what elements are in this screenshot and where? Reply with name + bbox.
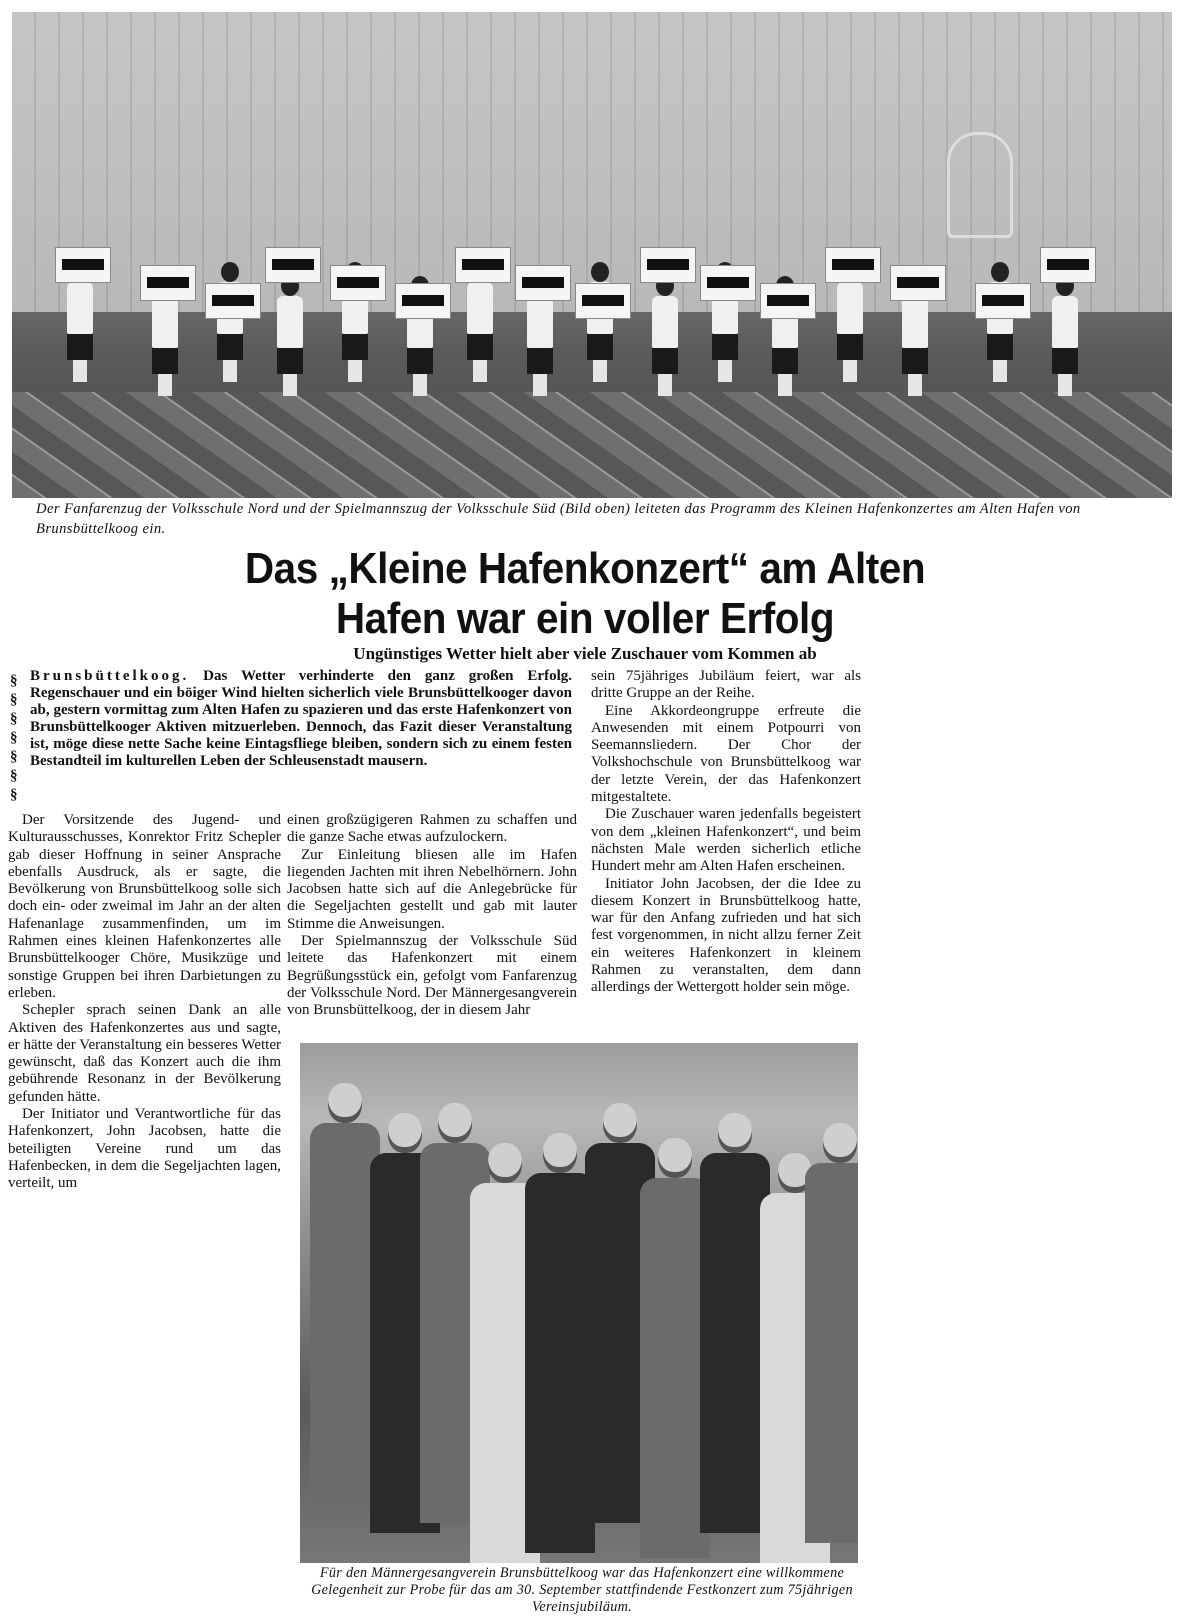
fanfare-banner bbox=[205, 283, 261, 319]
fanfare-banner bbox=[575, 283, 631, 319]
fanfare-banner bbox=[700, 265, 756, 301]
choir-member bbox=[805, 1123, 858, 1543]
headline bbox=[65, 544, 1105, 644]
fanfare-banner bbox=[515, 265, 571, 301]
column-3-paragraph: Die Zuschauer waren jedenfalls begeistert von dem „kleinen Hafenkonzert“, und beim nächsten Male werden sicherlich etliche Hundert mehr am Alten Hafen erscheinen. bbox=[591, 806, 861, 875]
lead-text: Das Wetter verhinderte den ganz großen Erfolg. Regenschauer und ein böiger Wind hielten sicherlich viele Brunsbüttelkooger davon ab, gestern vormittag zum Alten Hafen zu spazieren und das erste Hafenkonzert von Brunsbüttelkooger Aktiven mitzuerleben. Dennoch, das Fazit dieser Veranstaltung ist, möge diese nette Sache keine Eintagsfliege bleiben, sondern sich zu einem festen Bestandteil im kulturellen Leben der Schleusenstadt mausern. bbox=[30, 668, 572, 769]
fanfare-banner bbox=[640, 247, 696, 283]
band-member bbox=[1052, 276, 1078, 396]
band-member bbox=[277, 276, 303, 396]
column-1-paragraph: Der Vorsitzende des Jugend- und Kulturausschusses, Konrektor Fritz Schepler gab dieser Hoffnung in seiner Ansprache ebenfalls Ausdruck, als er sagte, die Bevölkerung von Brunsbüttelkoog solle sich doch ein- oder zweimal im Jahr an der alten Hafenanlage zusammenfinden, um im Rahmen eines kleinen Hafenkonzertes alle Brunsbüttelkooger Chöre, Musikzüge und sonstige Gruppen bei ihren Darbietungen zu erleben. bbox=[8, 812, 281, 1001]
top-photo bbox=[12, 12, 1172, 498]
photo-pavement bbox=[12, 392, 1172, 498]
caption-bottom: Für den Männergesangverein Brunsbüttelkoog war das Hafenkonzert eine willkommene Gelegenheit zur Probe für das am 30. September stattfindende Festkonzert zum 75jährigen Vereinsjubiläum. bbox=[311, 1565, 853, 1615]
column-3 bbox=[591, 668, 861, 997]
band-member bbox=[587, 262, 613, 382]
band-member bbox=[987, 262, 1013, 382]
fanfare-banner bbox=[140, 265, 196, 301]
fanfare-banner bbox=[825, 247, 881, 283]
column-3-paragraph: sein 75jähriges Jubiläum feiert, war als dritte Gruppe an der Reihe. bbox=[591, 668, 861, 702]
column-2-paragraph: Der Spielmannszug der Volksschule Süd leitete das Hafenkonzert mit einem Begrüßungsstück ein, gefolgt vom Fanfarenzug der Volksschule Nord. Der Männergesangverein von Brunsbüttelkoog, der in diesem Jahr bbox=[287, 933, 577, 1019]
column-1-paragraph: Schepler sprach seinen Dank an alle Aktiven des Hafenkonzertes aus und sagte, er hätte der Veranstaltung ein besseres Wetter gewünscht, daß das Konzert auch die ihm gebührende Resonanz in der Bevölkerung gefunden hätte. bbox=[8, 1002, 281, 1105]
fanfare-banner bbox=[1040, 247, 1096, 283]
fanfare-banner bbox=[455, 247, 511, 283]
column-2 bbox=[287, 812, 577, 1020]
band-member bbox=[652, 276, 678, 396]
band-member bbox=[217, 262, 243, 382]
caption-top: Der Fanfarenzug der Volksschule Nord und der Spielmannszug der Volksschule Süd (Bild oben) leiteten das Programm des Kleinen Hafenkonzertes am Alten Hafen von Brunsbüttelkoog ein. bbox=[36, 501, 1081, 537]
column-3-paragraph: Eine Akkordeongruppe erfreute die Anwesenden mit einem Potpourri von Seemannsliedern. Der Chor der Volkshochschule von Brunsbüttelkoog war der letzte Verein, der das Hafenkonzert mitgestaltete. bbox=[591, 702, 861, 806]
column-1 bbox=[8, 812, 281, 1193]
fanfare-banner bbox=[265, 247, 321, 283]
headline-line-2: Hafen war ein voller Erfolg bbox=[335, 594, 835, 643]
fanfare-banner bbox=[975, 283, 1031, 319]
fanfare-banner bbox=[395, 283, 451, 319]
column-2-paragraph: einen großzügigeren Rahmen zu schaffen und die ganze Sache etwas aufzulockern. bbox=[287, 812, 577, 846]
bottom-photo bbox=[300, 1043, 858, 1563]
lead-paragraph bbox=[30, 668, 572, 770]
headline-line-1: Das „Kleine Hafenkonzert“ am Alten bbox=[244, 544, 926, 593]
fanfare-banner bbox=[760, 283, 816, 319]
lead-marker: § § § § § § § bbox=[10, 673, 18, 803]
column-3-paragraph: Initiator John Jacobsen, der die Idee zu diesem Konzert in Brunsbüttelkoog hatte, war für den Anfang zufrieden und hat sich fest vorgenommen, in nicht allzu ferner Zeit ein weiteres Hafenkonzert in kleinem Rahmen zu veranstalten, dem dann allerdings der Wettergott holder sein möge. bbox=[591, 875, 861, 996]
subheadline: Ungünstiges Wetter hielt aber viele Zuschauer vom Kommen ab bbox=[353, 644, 817, 663]
fanfare-banner bbox=[890, 265, 946, 301]
lyre-standard bbox=[947, 132, 1013, 238]
lead-place: Brunsbüttelkoog. bbox=[30, 668, 190, 684]
fanfare-banner bbox=[330, 265, 386, 301]
fanfare-banner bbox=[55, 247, 111, 283]
column-2-paragraph: Zur Einleitung bliesen alle im Hafen liegenden Jachten mit ihren Nebelhörnern. John Jacobsen hatte sich auf die Anlegebrücke für die Segeljachten gestellt und gab mit lauter Stimme die Anweisungen. bbox=[287, 846, 577, 932]
column-1-paragraph: Der Initiator und Verantwortliche für das Hafenkonzert, John Jacobsen, hatte die beteiligten Vereine rund um das Hafenbecken, in dem die Segeljachten lagen, verteilt, um bbox=[8, 1106, 281, 1192]
